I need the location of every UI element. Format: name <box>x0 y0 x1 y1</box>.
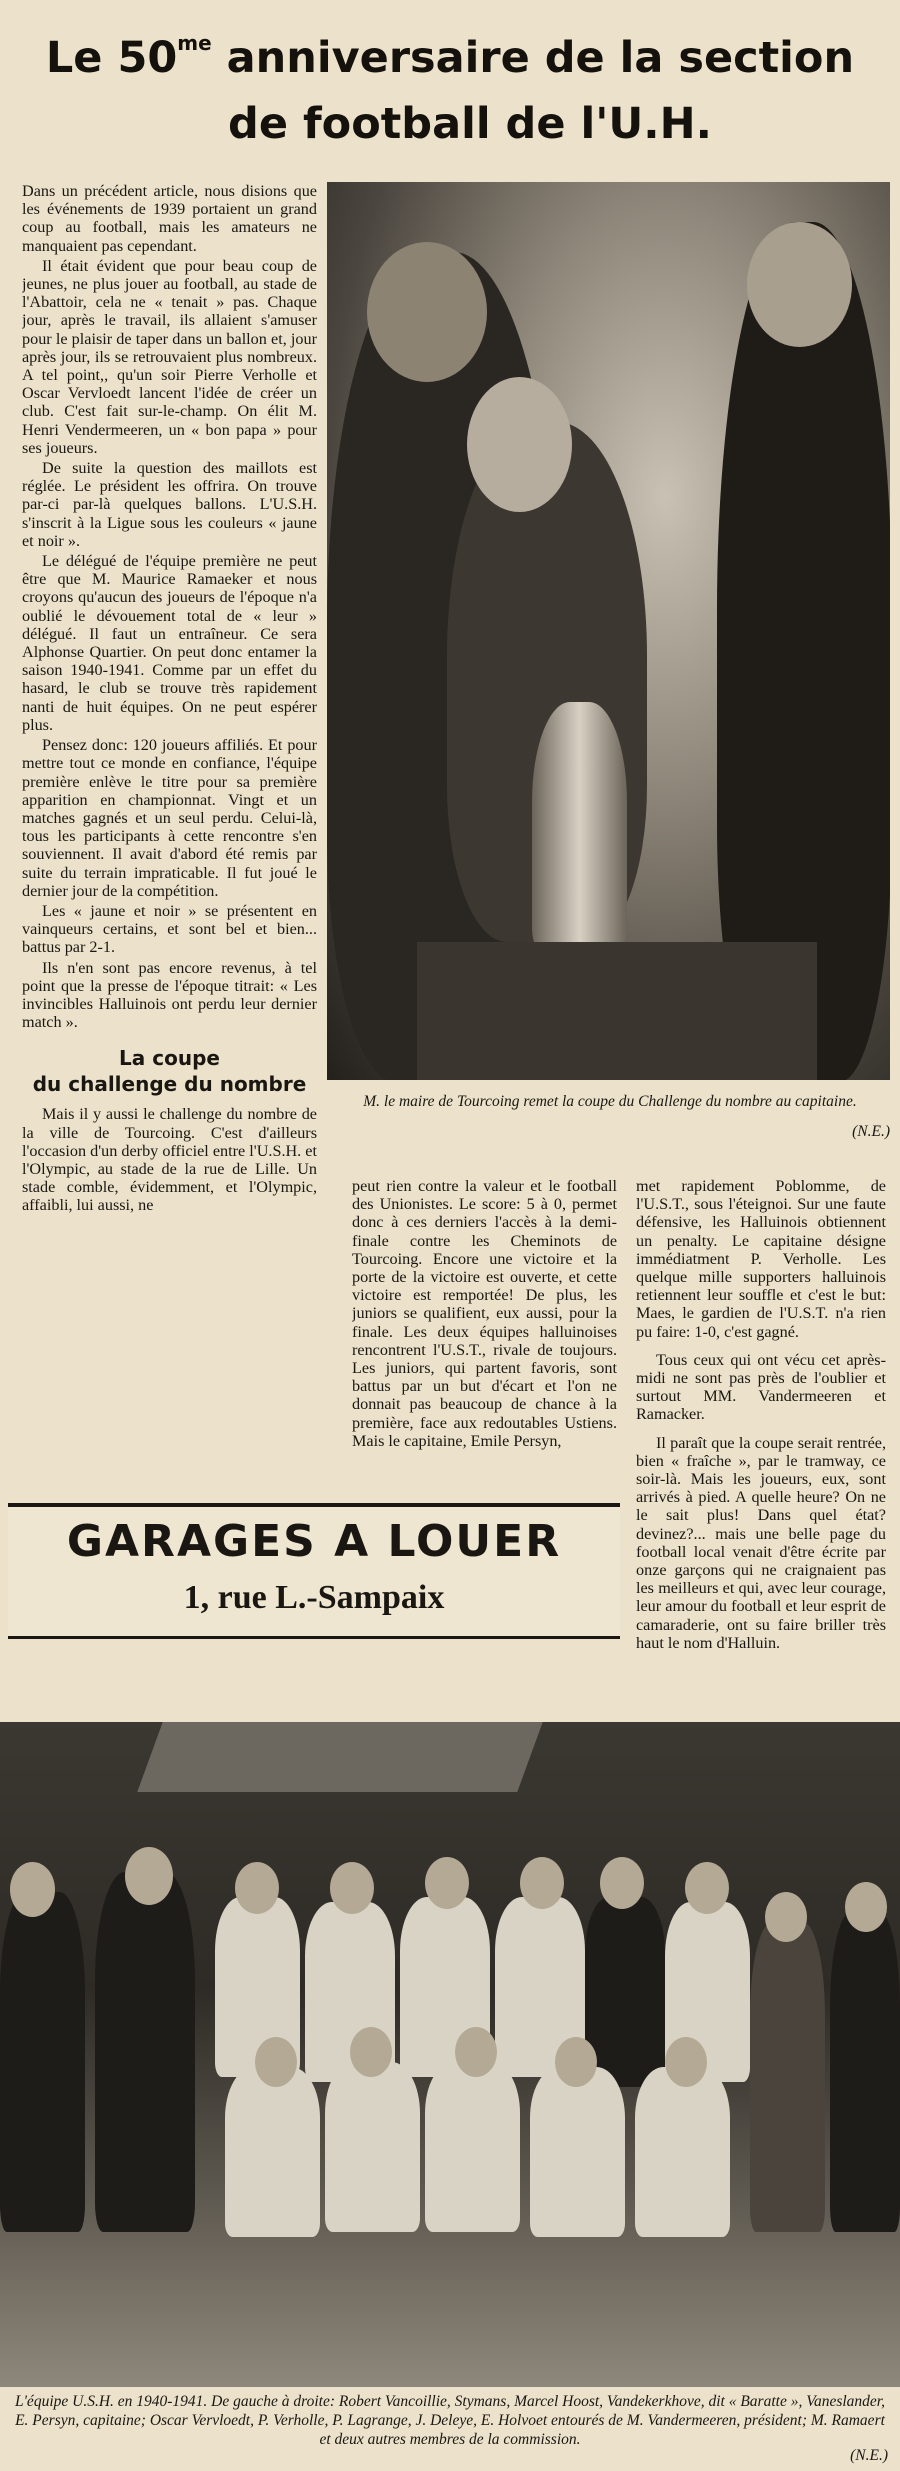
paragraph: Mais il y aussi le challenge du nombre de la ville de Tourcoing. C'est d'ailleurs l'occasion d'un derby officiel entre l'U.S.H. et l'Olympic, au stade de la rue de Lille. Un stade comble, évidemment, et l'Olympic, affaibli, lui aussi, ne <box>22 1105 317 1215</box>
paragraph: Il paraît que la coupe serait rentrée, bien « fraîche », par le tramway, ce soir-là. Mais les joueurs, eux, sont arrivés à pied. A quelle heure? On ne le sait plus! Dans quel état? devinez?... mais une belle page du football local venait d'être écrite par onze garçons qui ne craignaient pas les meilleurs et qui, avec leur courage, leur amour du football et leur esprit de camaraderie, ont su faire briller très haut le nom d'Halluin. <box>636 1433 886 1652</box>
paragraph: Dans un précédent article, nous disions que les événements de 1939 portaient un grand coup au football, mais les amateurs ne manquaient pas cependant. <box>22 182 317 255</box>
paragraph: De suite la question des maillots est réglée. Le président les offrira. On trouve par-ci par-là quelques ballons. L'U.S.H. s'inscrit à la Ligue sous les couleurs « jaune et noir ». <box>22 459 317 550</box>
photo-caption: M. le maire de Tourcoing remet la coupe du Challenge du nombre au capitaine. (N.E.) <box>363 1093 890 1140</box>
paragraph: peut rien contre la valeur et le football des Unionistes. Le score: 5 à 0, permet donc à ces derniers l'accès à la demi-finale contre les Cheminots de Tourcoing. Encore une victoire et la porte de la victoire est ouverte, et cette victoire est remportée! De plus, les juniors se qualifient, eux aussi, pour la finale. Les deux équipes halluinoises rencontrent l'U.S.T., rivale de toujours. Les juniors, qui partent favoris, sont battus par un but d'écart et l'on ne donnait pas beaucoup de chance à la première, face aux redoutables Ustiens. Mais le capitaine, Emile Persyn, <box>352 1177 617 1450</box>
advertisement-title: GARAGES A LOUER <box>66 1516 562 1567</box>
team-photo <box>0 1722 900 2387</box>
advertisement-address: 1, rue L.-Sampaix <box>183 1579 445 1616</box>
paragraph: Tous ceux qui ont vécu cet après-midi ne sont pas près de l'oublier et surtout MM. Vandermeeren et Ramacker. <box>636 1350 886 1424</box>
paragraph: Il était évident que pour beau coup de jeunes, ne plus jouer au football, au stade de l'Abattoir, cela ne « tenait » pas. Chaque jour, après le travail, ils allaient s'amuser pour le plaisir de taper dans un ballon et, jour après jour, ils se retrouvaient plus nombreux. A tel point,, qu'un soir Pierre Verholle et Oscar Vervloedt lancent l'idée de créer un club. C'est fait sur-le-champ. On élit M. Henri Vendermeeren, un « bon papa » pour ses joueurs. <box>22 256 317 457</box>
photo-credit: (N.E.) <box>852 1123 890 1140</box>
paragraph: Ils n'en sont pas encore revenus, à tel point que la presse de l'époque titrait: « Les invincibles Halluinois ont perdu leur dernier match ». <box>22 958 317 1032</box>
subheading: La coupe du challenge du nombre <box>32 1046 307 1097</box>
paragraph: Pensez donc: 120 joueurs affiliés. Et pour mettre tout ce monde en confiance, l'équipe première enlève le titre pour sa première apparition en championnat. Vingt et un matches gagnés et un seul perdu. Celui-là, tous les participants à cette rencontre s'en souviennent. Il avait d'abord été remis par suite du terrain impraticable. Il fut joué le dernier jour de la compétition. <box>22 736 317 900</box>
headline-line-1: Le $50^{me}$ anniversaire de la section <box>45 31 855 83</box>
paragraph: Le délégué de l'équipe première ne peut être que M. Maurice Ramaeker et nous croyons qu'aucun des joueurs de l'époque n'a oublié le dévouement total de « leur » délégué. Il faut un entraîneur. Ce sera Alphonse Quartier. On peut donc entamer la saison 1940-1941. Comme par un effet du hasard, le club se trouve très rapidement nanti de huit équipes. On ne peut espérer plus. <box>22 552 317 734</box>
photo-credit: (N.E.) <box>850 2447 888 2464</box>
advertisement <box>8 1503 620 1639</box>
article-column-1 <box>22 182 317 1460</box>
article-headline <box>8 10 892 170</box>
paragraph: Les « jaune et noir » se présentent en vainqueurs certains, et sont bel et bien... battus par 2-1. <box>22 901 317 957</box>
paragraph: met rapidement Poblomme, de l'U.S.T., sous l'éteignoi. Sur une faute défensive, les Halluinois obtiennent un penalty. Le capitaine désigne immédiatment P. Verholle. Les quelque mille supporters halluinois retiennent leur souffle et c'est le but: Maes, le gardien de l'U.S.T. n'a rien pu faire: 1-0, c'est gagné. <box>636 1177 886 1341</box>
headline-line-2: de football de l'U.H. <box>228 99 712 149</box>
team-photo-caption: L'équipe U.S.H. en 1940-1941. De gauche à droite: Robert Vancoillie, Stymans, Marcel Hoost, Vandekerkhove, dit « Baratte », Vaneslander, E. Persyn, capitaine; Oscar Vervloedt, P. Verholle, P. Lagrange, J. Deleye, E. Holvoet entourés de M. Vandermeeren, président; M. Ramaert et deux autres membres de la commission. (N.E.) <box>15 2393 888 2464</box>
article-column-3 <box>636 1177 886 1737</box>
trophy-cup-illustration <box>532 702 627 952</box>
trophy-presentation-photo <box>327 182 890 1080</box>
